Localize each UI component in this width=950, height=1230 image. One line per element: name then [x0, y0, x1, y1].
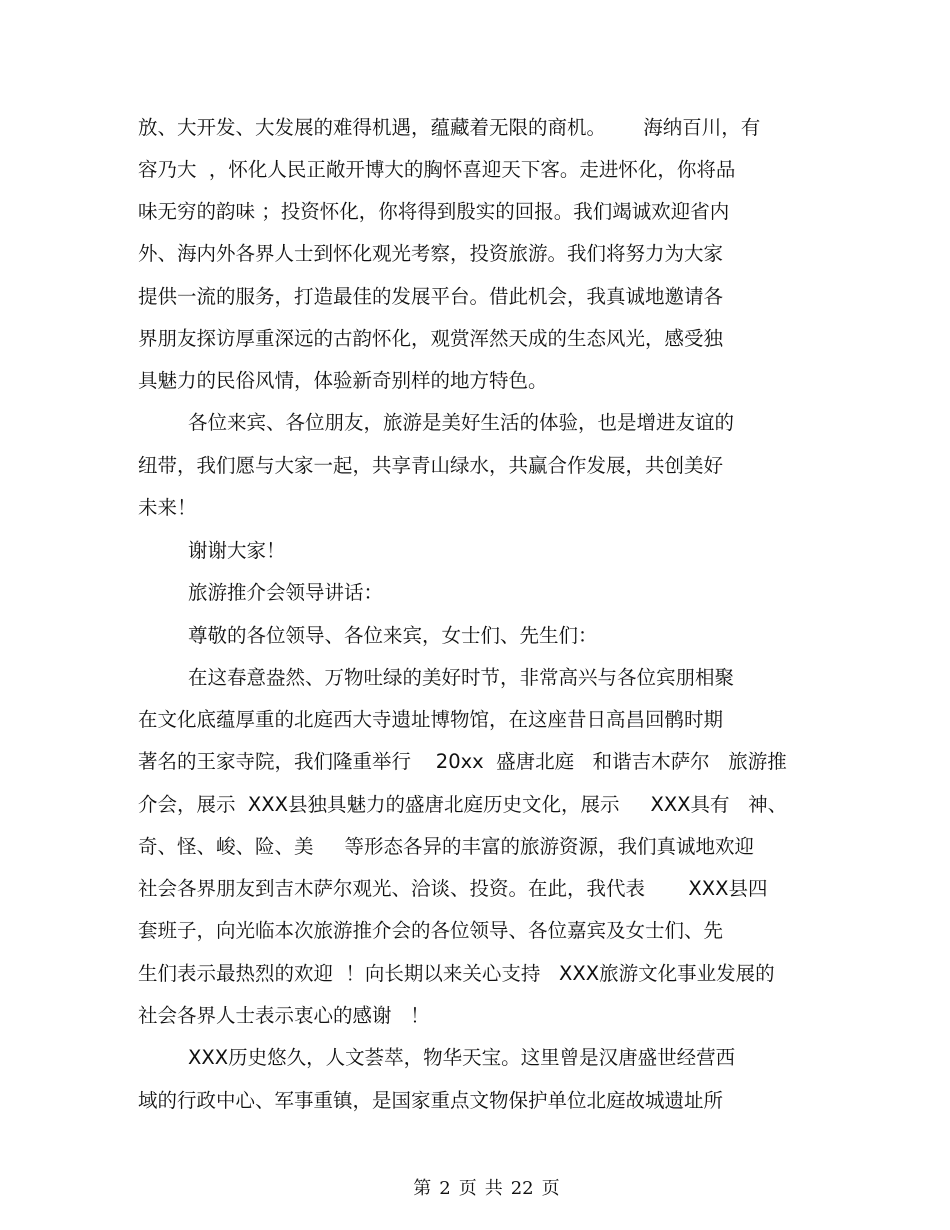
text-line: 域的行政中心、军事重镇，是国家重点文物保护单位北庭故城遗址所 — [138, 1089, 724, 1112]
text-line: 未来！ — [138, 496, 197, 519]
paragraph-start-line: 各位来宾、各位朋友，旅游是美好生活的体验，也是增进友谊的 — [188, 411, 735, 434]
page-number: 2 — [439, 1178, 451, 1199]
text-line: 具魅力的民俗风情，体验新奇别样的地方特色。 — [138, 369, 548, 392]
page-footer — [0, 1153, 950, 1225]
text-line: 套班子，向光临本次旅游推介会的各位领导、各位嘉宾及女士们、先 — [138, 919, 724, 942]
text-line: 奇、怪、峻、险、美 等形态各异的丰富的旅游资源，我们真诚地欢迎 — [138, 835, 754, 858]
text-line: 介会，展示 XXX县独具魅力的盛唐北庭历史文化，展示 XXX具有 神、 — [138, 793, 788, 816]
text-line: 社会各界人士表示衷心的感谢 ！ — [138, 1004, 430, 1027]
text-line: 味无穷的韵味 ；投资怀化，你将得到殷实的回报。我们竭诚欢迎省内 — [138, 200, 730, 223]
text-line: 纽带，我们愿与大家一起，共享青山绿水，共赢合作发展，共创美好 — [138, 454, 724, 477]
footer-suffix: 页 — [541, 1178, 560, 1199]
total-pages: 22 — [510, 1178, 534, 1199]
text-line: 生们表示最热烈的欢迎 ！向长期以来关心支持 XXX旅游文化事业发展的 — [138, 962, 775, 985]
section-heading: 旅游推介会领导讲话： — [188, 581, 384, 604]
paragraph-start-line: 在这春意盎然、万物吐绿的美好时节，非常高兴与各位宾朋相聚 — [188, 666, 735, 689]
text-line: 社会各界朋友到吉木萨尔观光、洽谈、投资。在此，我代表 XXX县四 — [138, 877, 768, 900]
text-line: 在文化底蕴厚重的北庭西大寺遗址博物馆，在这座昔日高昌回鹘时期 — [138, 708, 724, 731]
salutation-line: 尊敬的各位领导、各位来宾，女士们、先生们： — [188, 624, 598, 647]
footer-prefix: 第 — [413, 1178, 432, 1199]
paragraph-start-line: 谢谢大家！ — [188, 539, 286, 562]
text-line: 容乃大 ，怀化人民正敞开博大的胸怀喜迎天下客。走进怀化，你将品 — [138, 158, 736, 181]
text-line: 著名的王家寺院，我们隆重举行 20xx 盛唐北庭 和谐吉木萨尔 旅游推 — [138, 750, 787, 773]
footer-total-word: 共 — [484, 1178, 503, 1199]
text-line: 外、海内外各界人士到怀化观光考察，投资旅游。我们将努力为大家 — [138, 242, 724, 265]
footer-page-word: 页 — [458, 1178, 477, 1199]
text-line: 界朋友探访厚重深远的古韵怀化，观赏浑然天成的生态风光，感受独 — [138, 327, 724, 350]
text-line: 放、大开发、大发展的难得机遇，蕴藏着无限的商机。 海纳百川，有 — [138, 116, 761, 139]
paragraph-start-line: XXX历史悠久，人文荟萃，物华天宝。这里曾是汉唐盛世经营西 — [188, 1046, 736, 1069]
text-line: 提供一流的服务，打造最佳的发展平台。借此机会，我真诚地邀请各 — [138, 285, 724, 308]
